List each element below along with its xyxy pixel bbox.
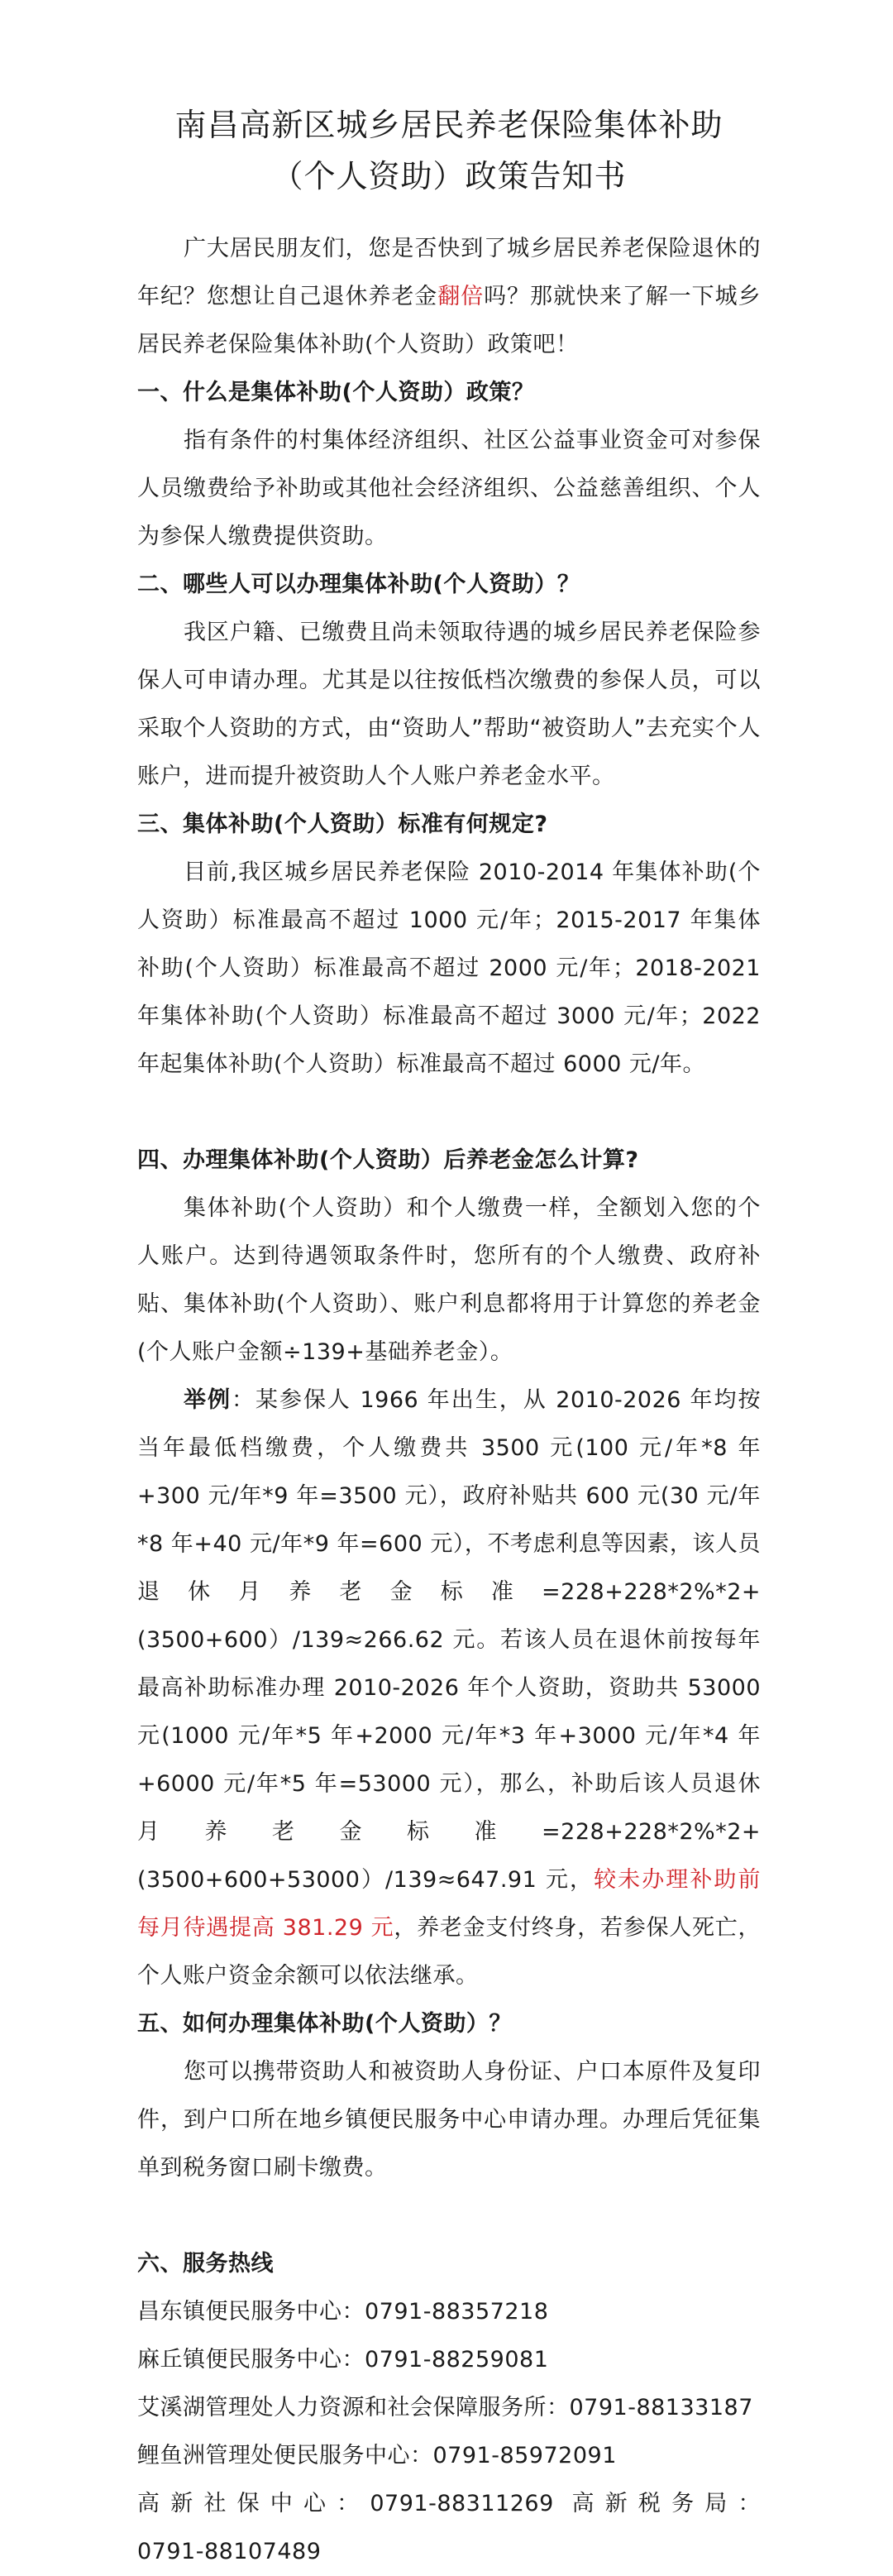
intro-text-after: 吗？那就快来了解一下城乡居民养老保险集体补助(个人资助）政策吧！	[137, 284, 762, 357]
example-highlight: 较未办理补助前每月待遇提高 381.29 元	[137, 1867, 761, 1941]
section-2-heading: 二、哪些人可以办理集体补助(个人资助）？	[137, 572, 580, 597]
section-4-example	[137, 1377, 761, 2000]
hotline-item: 鲤鱼洲管理处便民服务中心：0791-85972091	[137, 2443, 617, 2468]
title-line-2: （个人资助）政策告知书	[271, 158, 627, 194]
section-6-heading: 六、服务热线	[137, 2251, 274, 2277]
section-spacer	[137, 1089, 761, 1137]
hotline-item: 麻丘镇便民服务中心：0791-88259081	[137, 2347, 549, 2373]
hotline-item: 艾溪湖管理处人力资源和社会保障服务所：0791-88133187	[137, 2395, 753, 2420]
section-5-body: 您可以携带资助人和被资助人身份证、户口本原件及复印件，到户口所在地乡镇便民服务中心申请办理。办理后凭征集单到税务窗口刷卡缴费。	[137, 2059, 761, 2181]
section-1-heading: 一、什么是集体补助(个人资助）政策？	[137, 380, 535, 405]
section-2-body: 我区户籍、已缴费且尚未领取待遇的城乡居民养老保险参保人可申请办理。尤其是以往按低档次缴费的参保人员，可以采取个人资助的方式，由“资助人”帮助“被资助人”去充实个人账户，进而提升被资助人个人账户养老金水平。	[137, 620, 761, 789]
hotline-item-last: 0791-88107489	[137, 2539, 322, 2564]
section-1-body: 指有条件的村集体经济组织、社区公益事业资金可对参保人员缴费给予补助或其他社会经济组织、公益慈善组织、个人为参保人缴费提供资助。	[137, 428, 761, 549]
section-3-heading: 三、集体补助(个人资助）标准有何规定?	[137, 812, 548, 837]
section-4-heading: 四、办理集体补助(个人资助）后养老金怎么计算?	[137, 1147, 639, 1173]
intro-highlight: 翻倍	[437, 284, 485, 309]
section-spacer	[137, 2192, 761, 2240]
example-tail: ，养老金支付终身，若参保人死亡，个人账户资金余额可以依法继承。	[137, 1915, 762, 1989]
hotline-item-spread: 高新社保中心：0791-88311269 高新税务局：	[137, 2491, 761, 2516]
intro-paragraph	[137, 225, 761, 369]
section-5-heading: 五、如何办理集体补助(个人资助）？	[137, 2011, 512, 2037]
page-title	[137, 99, 761, 202]
example-body: ：某参保人 1966 年出生，从 2010-2026 年均按当年最低档缴费，个人缴费共 3500 元(100 元/年*8 年+300 元/年*9 年=3500 元），政府补贴共 600 元(30 元/年*8 年+40 元/年*9 年=600 元），不考虑利息等因素，该人员退休月养老金标准=228+228*2%*2+(3500+600）/139≈266.62 元。若该人员在退休前按每年最高补助标准办理 2010-2026 年个人资助，资助共 53000 元(1000 元/年*5 年+2000 元/年*3 年+3000 元/年*4 年+6000 元/年*5 年=53000 元），那么，补助后该人员退休月养老金标准=228+228*2%*2+(3500+600+53000）/139≈647.91 元，	[137, 1387, 762, 1893]
title-line-1: 南昌高新区城乡居民养老保险集体补助	[174, 107, 723, 143]
hotline-item: 昌东镇便民服务中心：0791-88357218	[137, 2299, 549, 2325]
section-3-body: 目前,我区城乡居民养老保险 2010-2014 年集体补助(个人资助）标准最高不超过 1000 元/年；2015-2017 年集体补助(个人资助）标准最高不超过 2000 元/年；2018-2021 年集体补助(个人资助）标准最高不超过 3000 元/年；2022 年起集体补助(个人资助）标准最高不超过 6000 元/年。	[137, 859, 761, 1077]
section-4-body: 集体补助(个人资助）和个人缴费一样，全额划入您的个人账户。达到待遇领取条件时，您所有的个人缴费、政府补贴、集体补助(个人资助）、账户利息都将用于计算您的养老金(个人账户金额÷139+基础养老金）。	[137, 1195, 761, 1365]
example-label: 举例	[184, 1387, 232, 1413]
intro-text-before: 广大居民朋友们，您是否快到了城乡居民养老保险退休的年纪？您想让自己退休养老金	[137, 236, 761, 309]
hotline-section	[137, 2240, 761, 2576]
